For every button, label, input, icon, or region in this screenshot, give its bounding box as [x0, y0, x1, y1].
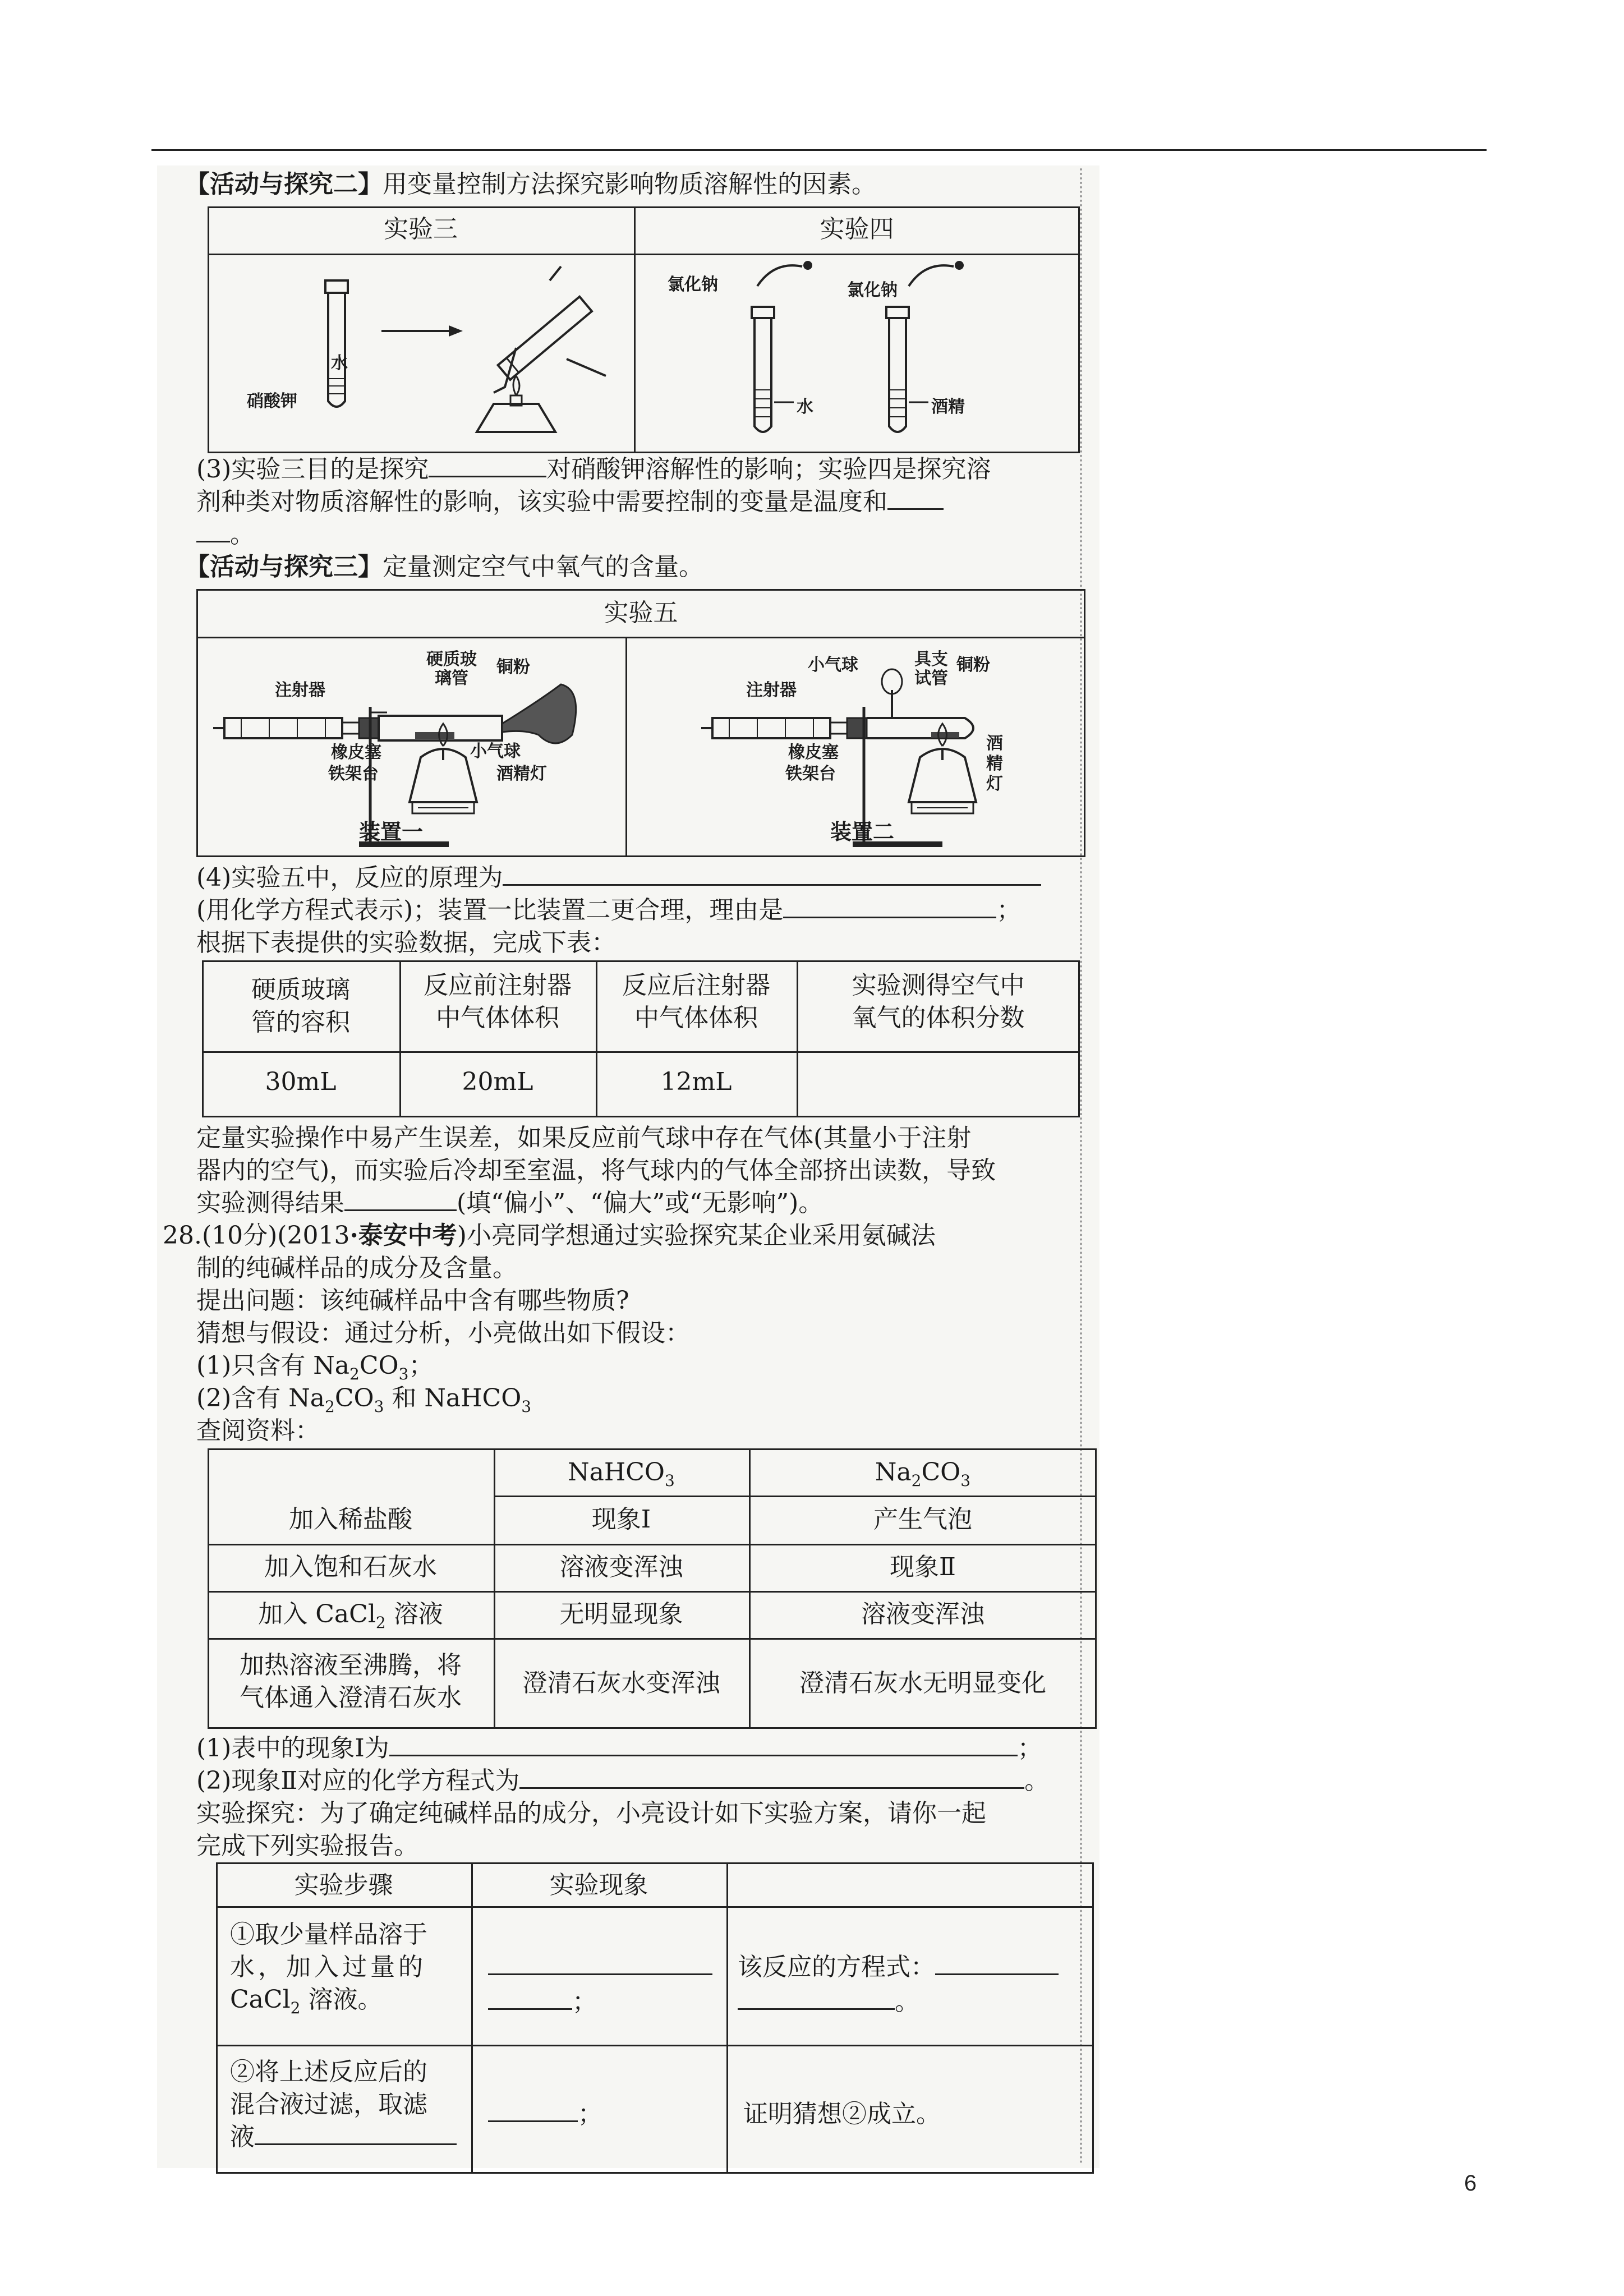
op-heat: 加热溶液至沸腾，将 气体通入澄清石灰水 — [240, 1651, 462, 1712]
value-volume-before: 20mL — [462, 1068, 533, 1096]
label-alcohol: 酒精 — [931, 397, 965, 417]
r1-phenomenon-end: ； — [488, 1986, 597, 2018]
label-water: 水 — [331, 353, 348, 373]
op-cacl2: 加入 CaCl$_2$ 溶液 — [258, 1600, 443, 1632]
result-bubbles: 产生气泡 — [873, 1505, 972, 1534]
col-experiment-3: 实验三 — [384, 215, 458, 243]
label-lamp-2c: 灯 — [986, 774, 1003, 794]
q3-line1: (3)实验三目的是探究 对硝酸钾溶解性的影响；实验四是探究溶 — [196, 453, 991, 486]
r1-equation: 该反应的方程式： — [738, 1951, 1059, 1984]
q28-hypothesis: 猜想与假设：通过分析，小亮做出如下假设： — [196, 1319, 690, 1347]
header-phenomenon: 实验现象 — [549, 1871, 648, 1899]
error-line2: 器内的空气)，而实验后冷却至室温，将气球内的气体全部挤出读数，导致 — [196, 1156, 996, 1185]
label-branch-2: 试管 — [914, 669, 948, 688]
label-lamp-1: 酒精灯 — [496, 764, 547, 784]
result-turbid-2: 溶液变浑浊 — [861, 1600, 984, 1628]
q3-line3: 。 — [196, 518, 255, 551]
result-no-change: 无明显现象 — [559, 1600, 683, 1628]
device-2-name: 装置二 — [830, 819, 895, 844]
q28-hypothesis-1: (1)只含有 $Na_2CO_3$； — [196, 1351, 434, 1383]
result-turbid-1: 溶液变浑浊 — [559, 1553, 683, 1581]
label-copper-1: 铜粉 — [496, 657, 530, 677]
value-volume-after: 12mL — [660, 1068, 732, 1096]
error-line1: 定量实验操作中易产生误差，如果反应前气球中存在气体(其量小于注射 — [196, 1124, 972, 1152]
phenomenon-2: 现象Ⅱ — [890, 1553, 956, 1581]
col-experiment-4: 实验四 — [820, 215, 894, 243]
experiment-5-title: 实验五 — [604, 599, 678, 627]
header-volume-before: 反应前注射器 中气体体积 — [424, 971, 572, 1032]
q28-heading: 28.(10分)(2013·泰安中考)小亮同学想通过实验探究某企业采用氨碱法 — [163, 1221, 936, 1250]
result-no-visible-change: 澄清石灰水无明显变化 — [799, 1669, 1046, 1697]
q28-p1: (1)表中的现象Ⅰ为 ； — [196, 1732, 1042, 1765]
col-nahco3: NaHCO$_3$ — [568, 1458, 675, 1490]
label-stand-2: 铁架台 — [785, 764, 836, 784]
label-nacl-right: 氯化钠 — [847, 280, 898, 300]
header-tube-volume: 硬质玻璃 管的容积 — [251, 976, 350, 1037]
label-lamp-2b: 精 — [986, 754, 1003, 774]
label-branch-1: 具支 — [914, 650, 948, 669]
q4-line2: (用化学方程式表示)；装置一比装置二更合理，理由是 ； — [196, 894, 1021, 927]
r1-step-1: ①取少量样品溶于 — [230, 1920, 427, 1949]
op-limewater: 加入饱和石灰水 — [264, 1553, 437, 1581]
op-hcl: 加入稀盐酸 — [289, 1505, 412, 1534]
label-stopper-2: 橡皮塞 — [788, 743, 839, 762]
label-stand-1: 铁架台 — [328, 764, 379, 784]
q28-hypothesis-2: (2)含有 $Na_2CO_3$ 和 NaHCO$_3$ — [196, 1384, 532, 1416]
error-line3: 实验测得结果 (填“偏小”、“偏大”或“无影响”)。 — [196, 1187, 823, 1220]
label-syringe-1: 注射器 — [275, 680, 325, 700]
label-potassium-nitrate: 硝酸钾 — [247, 392, 297, 411]
result-turbid-3: 澄清石灰水变浑浊 — [522, 1669, 720, 1697]
label-balloon-1: 小气球 — [470, 742, 521, 761]
r1-phenomenon — [488, 1951, 712, 1984]
experiment-3-drawing — [213, 258, 628, 449]
q28-line2: 制的纯碱样品的成分及含量。 — [196, 1254, 517, 1282]
label-lamp-2a: 酒 — [986, 734, 1003, 753]
device-1-name: 装置一 — [359, 819, 424, 844]
q4-line1: (4)实验五中，反应的原理为 — [196, 862, 1041, 894]
q28-explore-2: 完成下列实验报告。 — [196, 1832, 418, 1860]
label-glass-tube-1: 硬质玻 — [426, 650, 477, 669]
label-copper-2: 铜粉 — [956, 655, 990, 675]
label-glass-tube-2: 璃管 — [435, 669, 468, 688]
page-number: 6 — [1464, 2171, 1477, 2196]
phenomenon-1: 现象Ⅰ — [591, 1505, 651, 1534]
q28-question: 提出问题：该纯碱样品中含有哪些物质? — [196, 1286, 629, 1315]
value-tube-volume: 30mL — [265, 1068, 337, 1096]
r2-step-2: 混合液过滤，取滤 — [230, 2090, 427, 2119]
label-water-4: 水 — [797, 397, 813, 417]
header-oxygen-fraction: 实验测得空气中 氧气的体积分数 — [852, 971, 1025, 1032]
header-volume-after: 反应后注射器 中气体体积 — [622, 971, 770, 1032]
r2-step-3: 液 — [230, 2121, 457, 2154]
activity2-heading: 【活动与探究二】用变量控制方法探究影响物质溶解性的因素。 — [185, 170, 876, 199]
r1-equation-end: 。 — [738, 1986, 919, 2018]
label-nacl-left: 氯化钠 — [668, 275, 718, 295]
r2-step-1: ②将上述反应后的 — [230, 2058, 427, 2086]
label-stopper-1: 橡皮塞 — [331, 743, 381, 762]
r2-conclusion: 证明猜想②成立。 — [743, 2100, 941, 2128]
q4-line3: 根据下表提供的实验数据，完成下表： — [196, 928, 616, 957]
label-syringe-2: 注射器 — [746, 680, 797, 700]
q28-p2: (2)现象Ⅱ对应的化学方程式为 。 — [196, 1765, 1049, 1797]
header-rule — [151, 149, 1487, 151]
r2-phenomenon: ； — [488, 2098, 602, 2131]
q28-lookup: 查阅资料： — [196, 1416, 320, 1445]
r1-step-2: 水，加入过量的 — [230, 1953, 426, 1981]
col-na2co3: $Na_2CO_3$ — [875, 1458, 971, 1490]
r1-step-3: CaCl$_2$ 溶液。 — [230, 1985, 383, 2017]
q28-explore-1: 实验探究：为了确定纯碱样品的成分，小亮设计如下实验方案，请你一起 — [196, 1799, 986, 1828]
activity3-heading: 【活动与探究三】定量测定空气中氧气的含量。 — [185, 553, 703, 581]
label-balloon-2: 小气球 — [808, 655, 858, 675]
q3-line2: 剂种类对物质溶解性的影响，该实验中需要控制的变量是温度和 — [196, 486, 944, 518]
header-step: 实验步骤 — [294, 1871, 393, 1899]
